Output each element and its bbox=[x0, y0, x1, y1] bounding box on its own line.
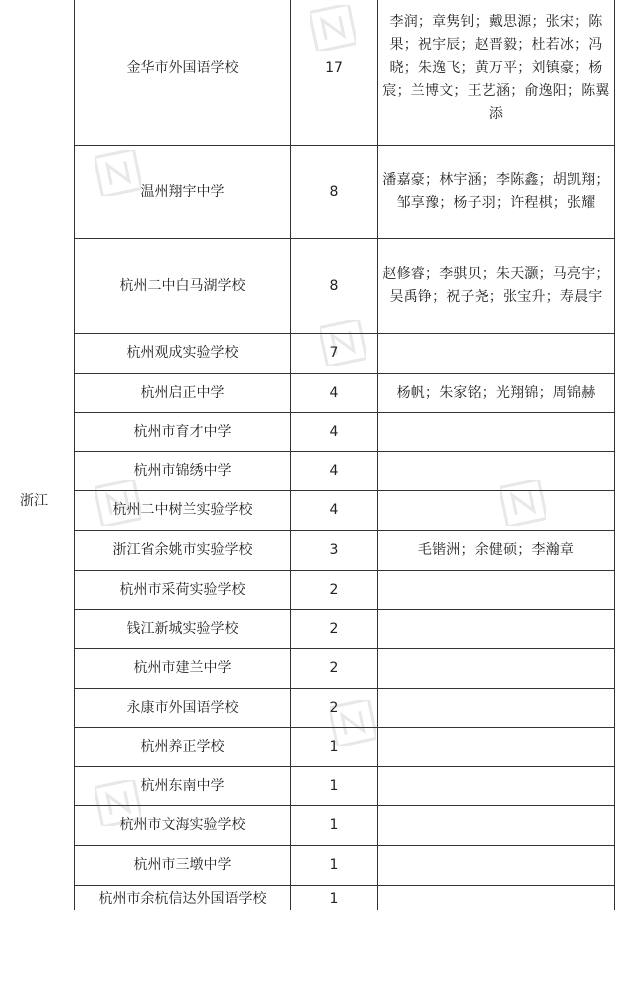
school-name-cell: 温州翔宇中学 bbox=[140, 183, 225, 200]
student-names-cell bbox=[378, 413, 614, 451]
count-cell: 2 bbox=[329, 581, 339, 598]
table-column-border bbox=[614, 0, 615, 910]
school-name-cell: 杭州观成实验学校 bbox=[126, 345, 239, 361]
school-name-cell: 杭州市建兰中学 bbox=[133, 660, 232, 676]
school-name-cell: 杭州启正中学 bbox=[140, 384, 225, 401]
region-cell: 浙江 bbox=[20, 493, 48, 509]
count-cell: 1 bbox=[329, 817, 339, 833]
school-name-cell: 金华市外国语学校 bbox=[126, 59, 239, 76]
student-names-cell: 杨帆；朱家铭；光翔锦；周锦赫 bbox=[396, 384, 596, 401]
school-name-cell: 钱江新城实验学校 bbox=[126, 620, 239, 637]
student-names-cell bbox=[378, 491, 614, 530]
count-cell: 1 bbox=[329, 891, 339, 907]
count-cell: 4 bbox=[329, 384, 339, 401]
school-name-cell: 永康市外国语学校 bbox=[126, 699, 239, 716]
school-name-cell: 杭州市采荷实验学校 bbox=[119, 581, 246, 598]
count-cell: 8 bbox=[329, 277, 339, 294]
count-cell: 2 bbox=[329, 699, 339, 716]
count-cell: 8 bbox=[329, 183, 339, 200]
student-names-cell: 潘嘉豪；林宇涵；李陈鑫；胡凯翔；邹享豫；杨子羽；许程棋；张耀 bbox=[382, 172, 610, 211]
student-names-cell bbox=[378, 886, 614, 925]
school-name-cell: 杭州养正学校 bbox=[140, 738, 225, 755]
count-cell: 7 bbox=[329, 345, 339, 361]
student-names-cell: 毛锴洲；余健硕；李瀚章 bbox=[417, 542, 575, 558]
student-names-cell bbox=[378, 649, 614, 688]
school-name-cell: 浙江省余姚市实验学校 bbox=[112, 542, 253, 558]
student-names-cell bbox=[378, 610, 614, 648]
count-cell: 4 bbox=[329, 462, 339, 479]
count-cell: 1 bbox=[329, 777, 339, 794]
school-name-cell: 杭州市文海实验学校 bbox=[119, 817, 246, 833]
count-cell: 1 bbox=[329, 738, 339, 755]
school-name-cell: 杭州市育才中学 bbox=[133, 423, 232, 440]
student-names-cell bbox=[378, 571, 614, 609]
student-names-cell: 赵修睿；李骐贝；朱天灏；马亮宇；吴禹铮；祝子尧；张宝升；寿晨宇 bbox=[382, 266, 610, 305]
count-cell: 17 bbox=[325, 59, 343, 76]
count-cell: 4 bbox=[329, 502, 339, 518]
school-name-cell: 杭州市锦绣中学 bbox=[133, 462, 232, 479]
student-names-cell: 李润；章隽钊；戴思源；张宋；陈果；祝宇辰；赵晋毅；杜若冰；冯晓；朱逸飞；黄万平；刘镇豪；杨宸；兰博文；王艺涵；俞逸阳；陈翼添 bbox=[382, 13, 610, 122]
school-name-cell: 杭州二中白马湖学校 bbox=[119, 277, 246, 294]
school-name-cell: 杭州二中树兰实验学校 bbox=[112, 502, 253, 518]
count-cell: 2 bbox=[329, 620, 339, 637]
student-names-cell bbox=[378, 689, 614, 727]
student-names-cell bbox=[378, 452, 614, 490]
count-cell: 1 bbox=[329, 857, 339, 873]
school-name-cell: 杭州市余杭信达外国语学校 bbox=[98, 891, 267, 907]
student-names-cell bbox=[378, 728, 614, 766]
student-names-cell bbox=[378, 767, 614, 805]
school-name-cell: 杭州市三墩中学 bbox=[133, 857, 232, 873]
count-cell: 4 bbox=[329, 423, 339, 440]
school-name-cell: 杭州东南中学 bbox=[140, 777, 225, 794]
student-names-cell bbox=[378, 806, 614, 845]
student-names-cell bbox=[378, 846, 614, 885]
student-names-cell bbox=[378, 334, 614, 373]
count-cell: 2 bbox=[329, 660, 339, 676]
count-cell: 3 bbox=[329, 542, 339, 558]
